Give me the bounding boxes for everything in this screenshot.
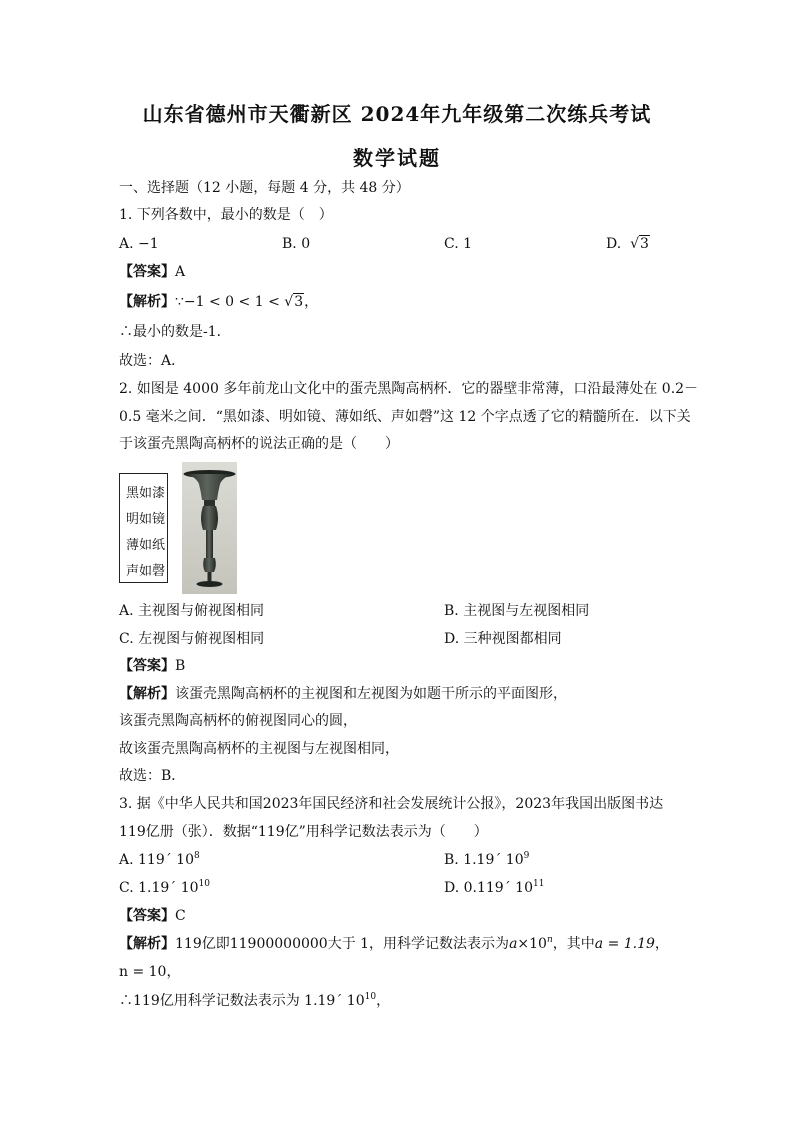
q2-answer [119, 656, 185, 676]
analysis-text: ∴119亿用科学记数法表示为 1.19´ 10 [119, 993, 365, 1009]
q3-option-d [444, 878, 544, 898]
figure-text-box [119, 473, 168, 583]
math-variable: a [509, 936, 518, 952]
black-pottery-cup-image [182, 462, 237, 594]
q2-analysis-line2: 该蛋壳黑陶高柄杯的俯视图同心的圆， [119, 713, 357, 729]
q2-analysis [119, 684, 567, 704]
figure-text-line: 声如磬 [126, 564, 166, 579]
math-exponent: n [546, 935, 553, 945]
analysis-text: ，其中 [552, 936, 595, 952]
q1-option-d [606, 234, 650, 254]
q3-stem-line1: 3. 据《中华人民共和国2023年国民经济和社会发展统计公报》，2023年我国出版图书达 [119, 796, 664, 812]
analysis-text: 该蛋壳黑陶高柄杯的主视图和左视图为如题干所示的平面图形， [175, 686, 567, 702]
option-base: A. 119´ 10 [119, 852, 194, 868]
q1-option-c: C. 1 [444, 236, 473, 252]
analysis-radicand: 3 [294, 294, 304, 310]
q2-option-b: B. 主视图与左视图相同 [444, 603, 590, 619]
q1-stem: 1. 下列各数中，最小的数是（ ） [119, 207, 333, 223]
answer-label: 【答案】 [119, 908, 175, 924]
q1-answer [119, 262, 185, 282]
figure-text-line: 黑如漆 [126, 486, 166, 501]
option-base: D. 0.119´ 10 [444, 880, 533, 896]
q1-option-d-radicand: 3 [640, 236, 649, 252]
q3-option-c [119, 878, 210, 898]
option-base: C. 1.19´ 10 [119, 880, 199, 896]
q3-analysis-line2: n = 10， [119, 964, 181, 980]
q1-option-d-label: D. [606, 236, 622, 252]
figure-text-line: 明如镜 [126, 512, 166, 527]
section-heading: 一、选择题（12 小题，每题 4 分，共 48 分） [119, 180, 410, 196]
q1-option-a: A. −1 [119, 236, 159, 252]
answer-value: A [175, 264, 186, 280]
analysis-text: ∵−1 < 0 < 1 < [175, 294, 285, 310]
q3-stem-line2: 119亿册（张）．数据“119亿”用科学记数法表示为（ ） [119, 824, 488, 840]
option-exponent: 11 [532, 879, 545, 889]
q2-stem-line3: 于该蛋壳黑陶高柄杯的说法正确的是（ ） [119, 436, 399, 452]
q2-analysis-line3: 故该蛋壳黑陶高柄杯的主视图与左视图相同， [119, 741, 399, 757]
analysis-text: ， [654, 936, 669, 952]
q3-analysis [119, 934, 669, 954]
math-exponent: 10 [364, 992, 377, 1002]
math-times: ×10 [517, 936, 547, 952]
exam-title: 山东省德州市天衢新区 2024年九年级第二次练兵考试 [142, 102, 652, 126]
answer-label: 【答案】 [119, 264, 175, 280]
q3-analysis-line3 [119, 991, 390, 1011]
q3-option-a [119, 850, 200, 870]
figure-text-line: 薄如纸 [126, 538, 166, 553]
analysis-label: 【解析】 [119, 686, 175, 702]
analysis-text: ， [376, 993, 391, 1009]
answer-value: C [175, 908, 186, 924]
answer-value: B [175, 658, 186, 674]
sqrt-symbol: √3 [625, 236, 649, 252]
exam-subtitle: 数学试题 [353, 146, 441, 170]
answer-label: 【答案】 [119, 658, 175, 674]
q1-conclusion: 故选：A． [119, 353, 186, 369]
q2-conclusion: 故选：B． [119, 768, 186, 784]
q3-option-b [444, 850, 529, 870]
analysis-text: 119亿即11900000000大于 1，用科学记数法表示为 [175, 936, 510, 952]
q1-option-b: B. 0 [282, 236, 311, 252]
q1-analysis [119, 292, 318, 312]
sqrt-symbol: √3 [284, 294, 304, 310]
q2-option-a: A. 主视图与俯视图相同 [119, 603, 265, 619]
q3-answer [119, 906, 186, 926]
q2-option-c: C. 左视图与俯视图相同 [119, 631, 265, 647]
analysis-label: 【解析】 [119, 936, 175, 952]
q2-option-d: D. 三种视图都相同 [444, 631, 562, 647]
math-equation: a = 1.19 [594, 936, 655, 952]
q2-stem-line1: 2. 如图是 4000 多年前龙山文化中的蛋壳黑陶高柄杯．它的器壁非常薄，口沿最薄处在 0.2－ [119, 381, 699, 397]
q1-analysis-line2: ∴最小的数是-1． [119, 324, 231, 340]
option-exponent: 9 [523, 851, 530, 861]
q2-stem-line2: 0.5 毫米之间．“黑如漆、明如镜、薄如纸、声如磬”这 12 个字点透了它的精髓所在．以下关 [119, 409, 691, 425]
option-exponent: 10 [198, 879, 211, 889]
analysis-end: ， [304, 294, 319, 310]
option-exponent: 8 [194, 851, 200, 861]
analysis-label: 【解析】 [119, 294, 175, 310]
option-base: B. 1.19´ 10 [444, 852, 524, 868]
